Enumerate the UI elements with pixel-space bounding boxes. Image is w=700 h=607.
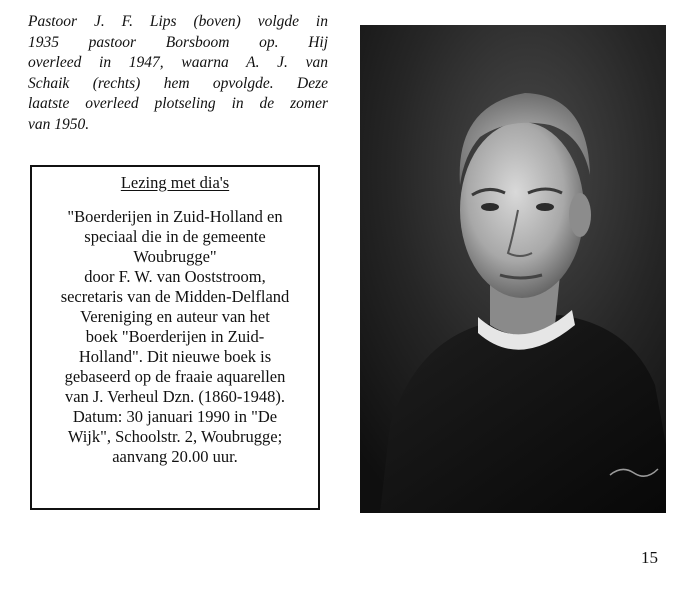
announcement-line: door F. W. van Ooststroom, xyxy=(84,267,266,286)
announcement-line: speciaal die in de gemeente xyxy=(84,227,266,246)
caption-line: laatste overleed plotseling in de zomer xyxy=(28,95,328,112)
announcement-line: gebaseerd op de fraaie aquarellen xyxy=(64,367,286,386)
photo-caption xyxy=(28,12,328,135)
announcement-line: aanvang 20.00 uur. xyxy=(112,447,238,466)
announcement-line: Vereniging en auteur van het xyxy=(80,307,270,326)
caption-line: Pastoor J. F. Lips (boven) volgde in xyxy=(28,13,328,30)
page-number: 15 xyxy=(641,548,658,567)
caption-line: 1935 pastoor Borsboom op. Hij xyxy=(28,33,328,51)
portrait-photo xyxy=(360,25,666,513)
caption-line: van 1950. xyxy=(28,115,90,133)
lecture-announcement-box xyxy=(30,165,320,510)
announcement-line: Wijk", Schoolstr. 2, Woubrugge; xyxy=(67,427,283,446)
announcement-heading: Lezing met dia's xyxy=(120,173,230,192)
priest-portrait-illustration xyxy=(360,25,666,513)
caption-line: overleed in 1947, waarna A. J. van xyxy=(28,54,328,71)
announcement-line: boek "Boerderijen in Zuid- xyxy=(85,327,265,346)
announcement-line: "Boerderijen in Zuid-Holland en xyxy=(67,207,283,226)
announcement-line: Datum: 30 januari 1990 in "De xyxy=(72,407,278,426)
announcement-line: secretaris van de Midden-Delfland xyxy=(60,287,290,306)
caption-line: Schaik (rechts) hem opvolgde. Deze xyxy=(28,74,328,92)
announcement-line: van J. Verheul Dzn. (1860-1948). xyxy=(64,387,286,406)
announcement-line: Holland". Dit nieuwe boek is xyxy=(78,347,272,366)
announcement-line: Woubrugge" xyxy=(133,247,217,266)
